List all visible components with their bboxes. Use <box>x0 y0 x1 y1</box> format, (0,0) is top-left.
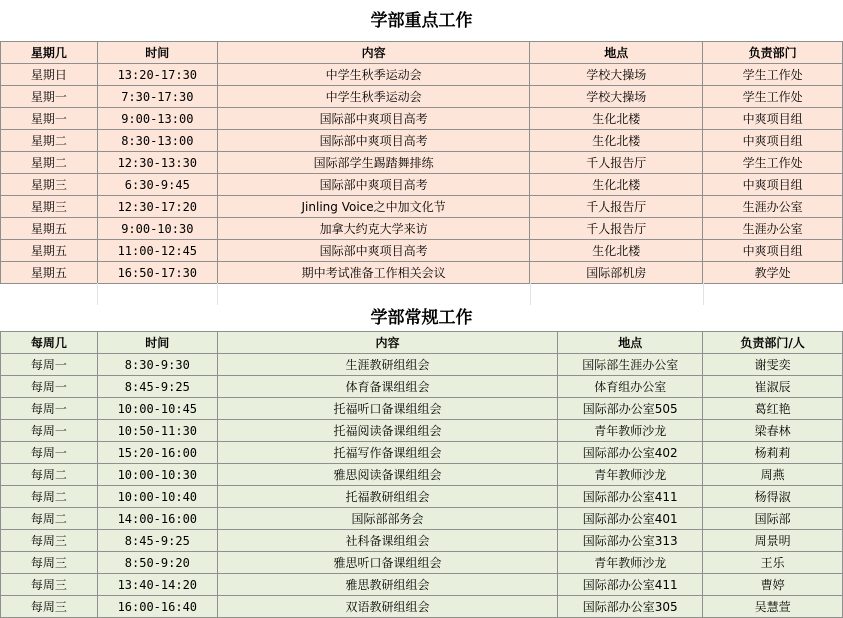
cell-time: 9:00-13:00 <box>97 108 217 130</box>
table-row <box>1 174 843 196</box>
cell-location: 千人报告厅 <box>530 196 703 218</box>
cell-time: 13:20-17:30 <box>97 64 217 86</box>
cell-department: 周景明 <box>703 530 843 552</box>
cell-time: 8:50-9:20 <box>97 552 217 574</box>
table-row <box>1 552 843 574</box>
cell-location: 体育组办公室 <box>558 376 703 398</box>
cell-content: 托福写作备课组组会 <box>217 442 557 464</box>
cell-department: 学生工作处 <box>703 86 843 108</box>
header-time: 时间 <box>97 42 217 64</box>
table-row <box>1 420 843 442</box>
cell-weekday: 每周一 <box>1 376 98 398</box>
cell-content: 雅思阅读备课组组会 <box>217 464 557 486</box>
cell-location: 生化北楼 <box>530 240 703 262</box>
cell-weekday: 星期二 <box>1 130 98 152</box>
cell-weekday: 星期二 <box>1 152 98 174</box>
cell-weekday: 星期一 <box>1 86 98 108</box>
cell-time: 8:30-9:30 <box>97 354 217 376</box>
cell-department: 曹婷 <box>703 574 843 596</box>
cell-content: 托福阅读备课组组会 <box>217 420 557 442</box>
cell-time: 7:30-17:30 <box>97 86 217 108</box>
cell-department: 葛红艳 <box>703 398 843 420</box>
cell-time: 10:00-10:30 <box>97 464 217 486</box>
cell-location: 学校大操场 <box>530 64 703 86</box>
cell-weekday: 每周二 <box>1 464 98 486</box>
cell-department: 谢雯奕 <box>703 354 843 376</box>
cell-weekday: 每周二 <box>1 486 98 508</box>
cell-content: 双语教研组组会 <box>217 596 557 618</box>
cell-location: 青年教师沙龙 <box>558 552 703 574</box>
cell-content: 托福教研组组会 <box>217 486 557 508</box>
cell-department: 中爽项目组 <box>703 240 843 262</box>
header-location: 地点 <box>558 332 703 354</box>
cell-department: 王乐 <box>703 552 843 574</box>
cell-location: 生化北楼 <box>530 108 703 130</box>
cell-department: 杨得淑 <box>703 486 843 508</box>
table-row <box>1 196 843 218</box>
cell-content: 雅思教研组组会 <box>217 574 557 596</box>
header-location: 地点 <box>530 42 703 64</box>
cell-content: 国际部中爽项目高考 <box>217 174 530 196</box>
cell-time: 12:30-13:30 <box>97 152 217 174</box>
cell-weekday: 每周三 <box>1 574 98 596</box>
cell-content: 国际部学生踢踏舞排练 <box>217 152 530 174</box>
table-row <box>1 108 843 130</box>
table-row <box>1 574 843 596</box>
cell-department: 教学处 <box>703 262 843 284</box>
cell-content: 国际部中爽项目高考 <box>217 240 530 262</box>
key-work-table-body <box>1 64 843 284</box>
cell-time: 8:45-9:25 <box>97 376 217 398</box>
table-row <box>1 376 843 398</box>
cell-weekday: 每周三 <box>1 596 98 618</box>
cell-content: 加拿大约克大学来访 <box>217 218 530 240</box>
table-row <box>1 262 843 284</box>
table-row <box>1 86 843 108</box>
header-time: 时间 <box>97 332 217 354</box>
cell-content: 体育备课组组会 <box>217 376 557 398</box>
cell-time: 16:50-17:30 <box>97 262 217 284</box>
cell-location: 千人报告厅 <box>530 218 703 240</box>
routine-work-table <box>0 331 843 618</box>
cell-weekday: 星期五 <box>1 240 98 262</box>
cell-time: 13:40-14:20 <box>97 574 217 596</box>
cell-weekday: 每周三 <box>1 552 98 574</box>
cell-time: 14:00-16:00 <box>97 508 217 530</box>
cell-location: 生化北楼 <box>530 174 703 196</box>
header-weekday: 每周几 <box>1 332 98 354</box>
cell-time: 8:30-13:00 <box>97 130 217 152</box>
cell-location: 国际部机房 <box>530 262 703 284</box>
cell-time: 10:50-11:30 <box>97 420 217 442</box>
cell-content: 生涯教研组组会 <box>217 354 557 376</box>
cell-location: 国际部办公室505 <box>558 398 703 420</box>
cell-location: 国际部办公室305 <box>558 596 703 618</box>
cell-location: 国际部办公室411 <box>558 574 703 596</box>
cell-weekday: 星期三 <box>1 174 98 196</box>
table-row <box>1 464 843 486</box>
header-department: 负责部门 <box>703 42 843 64</box>
cell-department: 学生工作处 <box>703 64 843 86</box>
cell-department: 生涯办公室 <box>703 196 843 218</box>
cell-department: 中爽项目组 <box>703 108 843 130</box>
cell-content: Jinling Voice之中加文化节 <box>217 196 530 218</box>
cell-content: 国际部中爽项目高考 <box>217 130 530 152</box>
key-work-table <box>0 41 843 284</box>
cell-location: 国际部生涯办公室 <box>558 354 703 376</box>
table-row <box>1 130 843 152</box>
table-row <box>1 218 843 240</box>
cell-time: 10:00-10:45 <box>97 398 217 420</box>
section-title-key-work: 学部重点工作 <box>370 11 473 31</box>
cell-location: 国际部办公室313 <box>558 530 703 552</box>
cell-department: 国际部 <box>703 508 843 530</box>
cell-location: 生化北楼 <box>530 130 703 152</box>
cell-content: 托福听口备课组组会 <box>217 398 557 420</box>
cell-content: 期中考试准备工作相关会议 <box>217 262 530 284</box>
cell-weekday: 星期五 <box>1 262 98 284</box>
table-row <box>1 64 843 86</box>
cell-department: 吴慧萱 <box>703 596 843 618</box>
table-row <box>1 442 843 464</box>
cell-weekday: 星期五 <box>1 218 98 240</box>
cell-location: 国际部办公室411 <box>558 486 703 508</box>
cell-time: 12:30-17:20 <box>97 196 217 218</box>
table-row <box>1 508 843 530</box>
cell-location: 学校大操场 <box>530 86 703 108</box>
header-weekday: 星期几 <box>1 42 98 64</box>
cell-department: 学生工作处 <box>703 152 843 174</box>
cell-time: 15:20-16:00 <box>97 442 217 464</box>
cell-content: 雅思听口备课组组会 <box>217 552 557 574</box>
cell-weekday: 每周三 <box>1 530 98 552</box>
cell-content: 国际部中爽项目高考 <box>217 108 530 130</box>
cell-weekday: 每周一 <box>1 354 98 376</box>
cell-content: 中学生秋季运动会 <box>217 86 530 108</box>
cell-weekday: 星期日 <box>1 64 98 86</box>
cell-department: 梁春林 <box>703 420 843 442</box>
header-person: 负责部门/人 <box>703 332 843 354</box>
table-header-row <box>1 332 843 354</box>
cell-time: 10:00-10:40 <box>97 486 217 508</box>
cell-department: 周燕 <box>703 464 843 486</box>
routine-work-table-body <box>1 354 843 618</box>
cell-weekday: 每周二 <box>1 508 98 530</box>
cell-location: 青年教师沙龙 <box>558 420 703 442</box>
table-header-row <box>1 42 843 64</box>
table-row <box>1 398 843 420</box>
cell-time: 16:00-16:40 <box>97 596 217 618</box>
cell-location: 青年教师沙龙 <box>558 464 703 486</box>
table-row <box>1 530 843 552</box>
section-title-routine-work: 学部常规工作 <box>370 308 473 328</box>
header-content: 内容 <box>217 42 530 64</box>
table-row <box>1 152 843 174</box>
cell-weekday: 每周一 <box>1 398 98 420</box>
header-content: 内容 <box>217 332 557 354</box>
table-row <box>1 354 843 376</box>
cell-time: 9:00-10:30 <box>97 218 217 240</box>
table-row <box>1 486 843 508</box>
cell-department: 中爽项目组 <box>703 174 843 196</box>
cell-location: 千人报告厅 <box>530 152 703 174</box>
cell-department: 崔淑辰 <box>703 376 843 398</box>
cell-weekday: 每周一 <box>1 420 98 442</box>
cell-content: 社科备课组组会 <box>217 530 557 552</box>
cell-department: 中爽项目组 <box>703 130 843 152</box>
table-row <box>1 240 843 262</box>
cell-time: 11:00-12:45 <box>97 240 217 262</box>
table-row <box>1 596 843 618</box>
cell-weekday: 星期三 <box>1 196 98 218</box>
cell-weekday: 星期一 <box>1 108 98 130</box>
cell-location: 国际部办公室401 <box>558 508 703 530</box>
cell-content: 国际部部务会 <box>217 508 557 530</box>
cell-content: 中学生秋季运动会 <box>217 64 530 86</box>
cell-department: 杨莉莉 <box>703 442 843 464</box>
cell-time: 6:30-9:45 <box>97 174 217 196</box>
cell-weekday: 每周一 <box>1 442 98 464</box>
cell-location: 国际部办公室402 <box>558 442 703 464</box>
blank-spacer-row <box>0 283 843 305</box>
cell-time: 8:45-9:25 <box>97 530 217 552</box>
cell-department: 生涯办公室 <box>703 218 843 240</box>
